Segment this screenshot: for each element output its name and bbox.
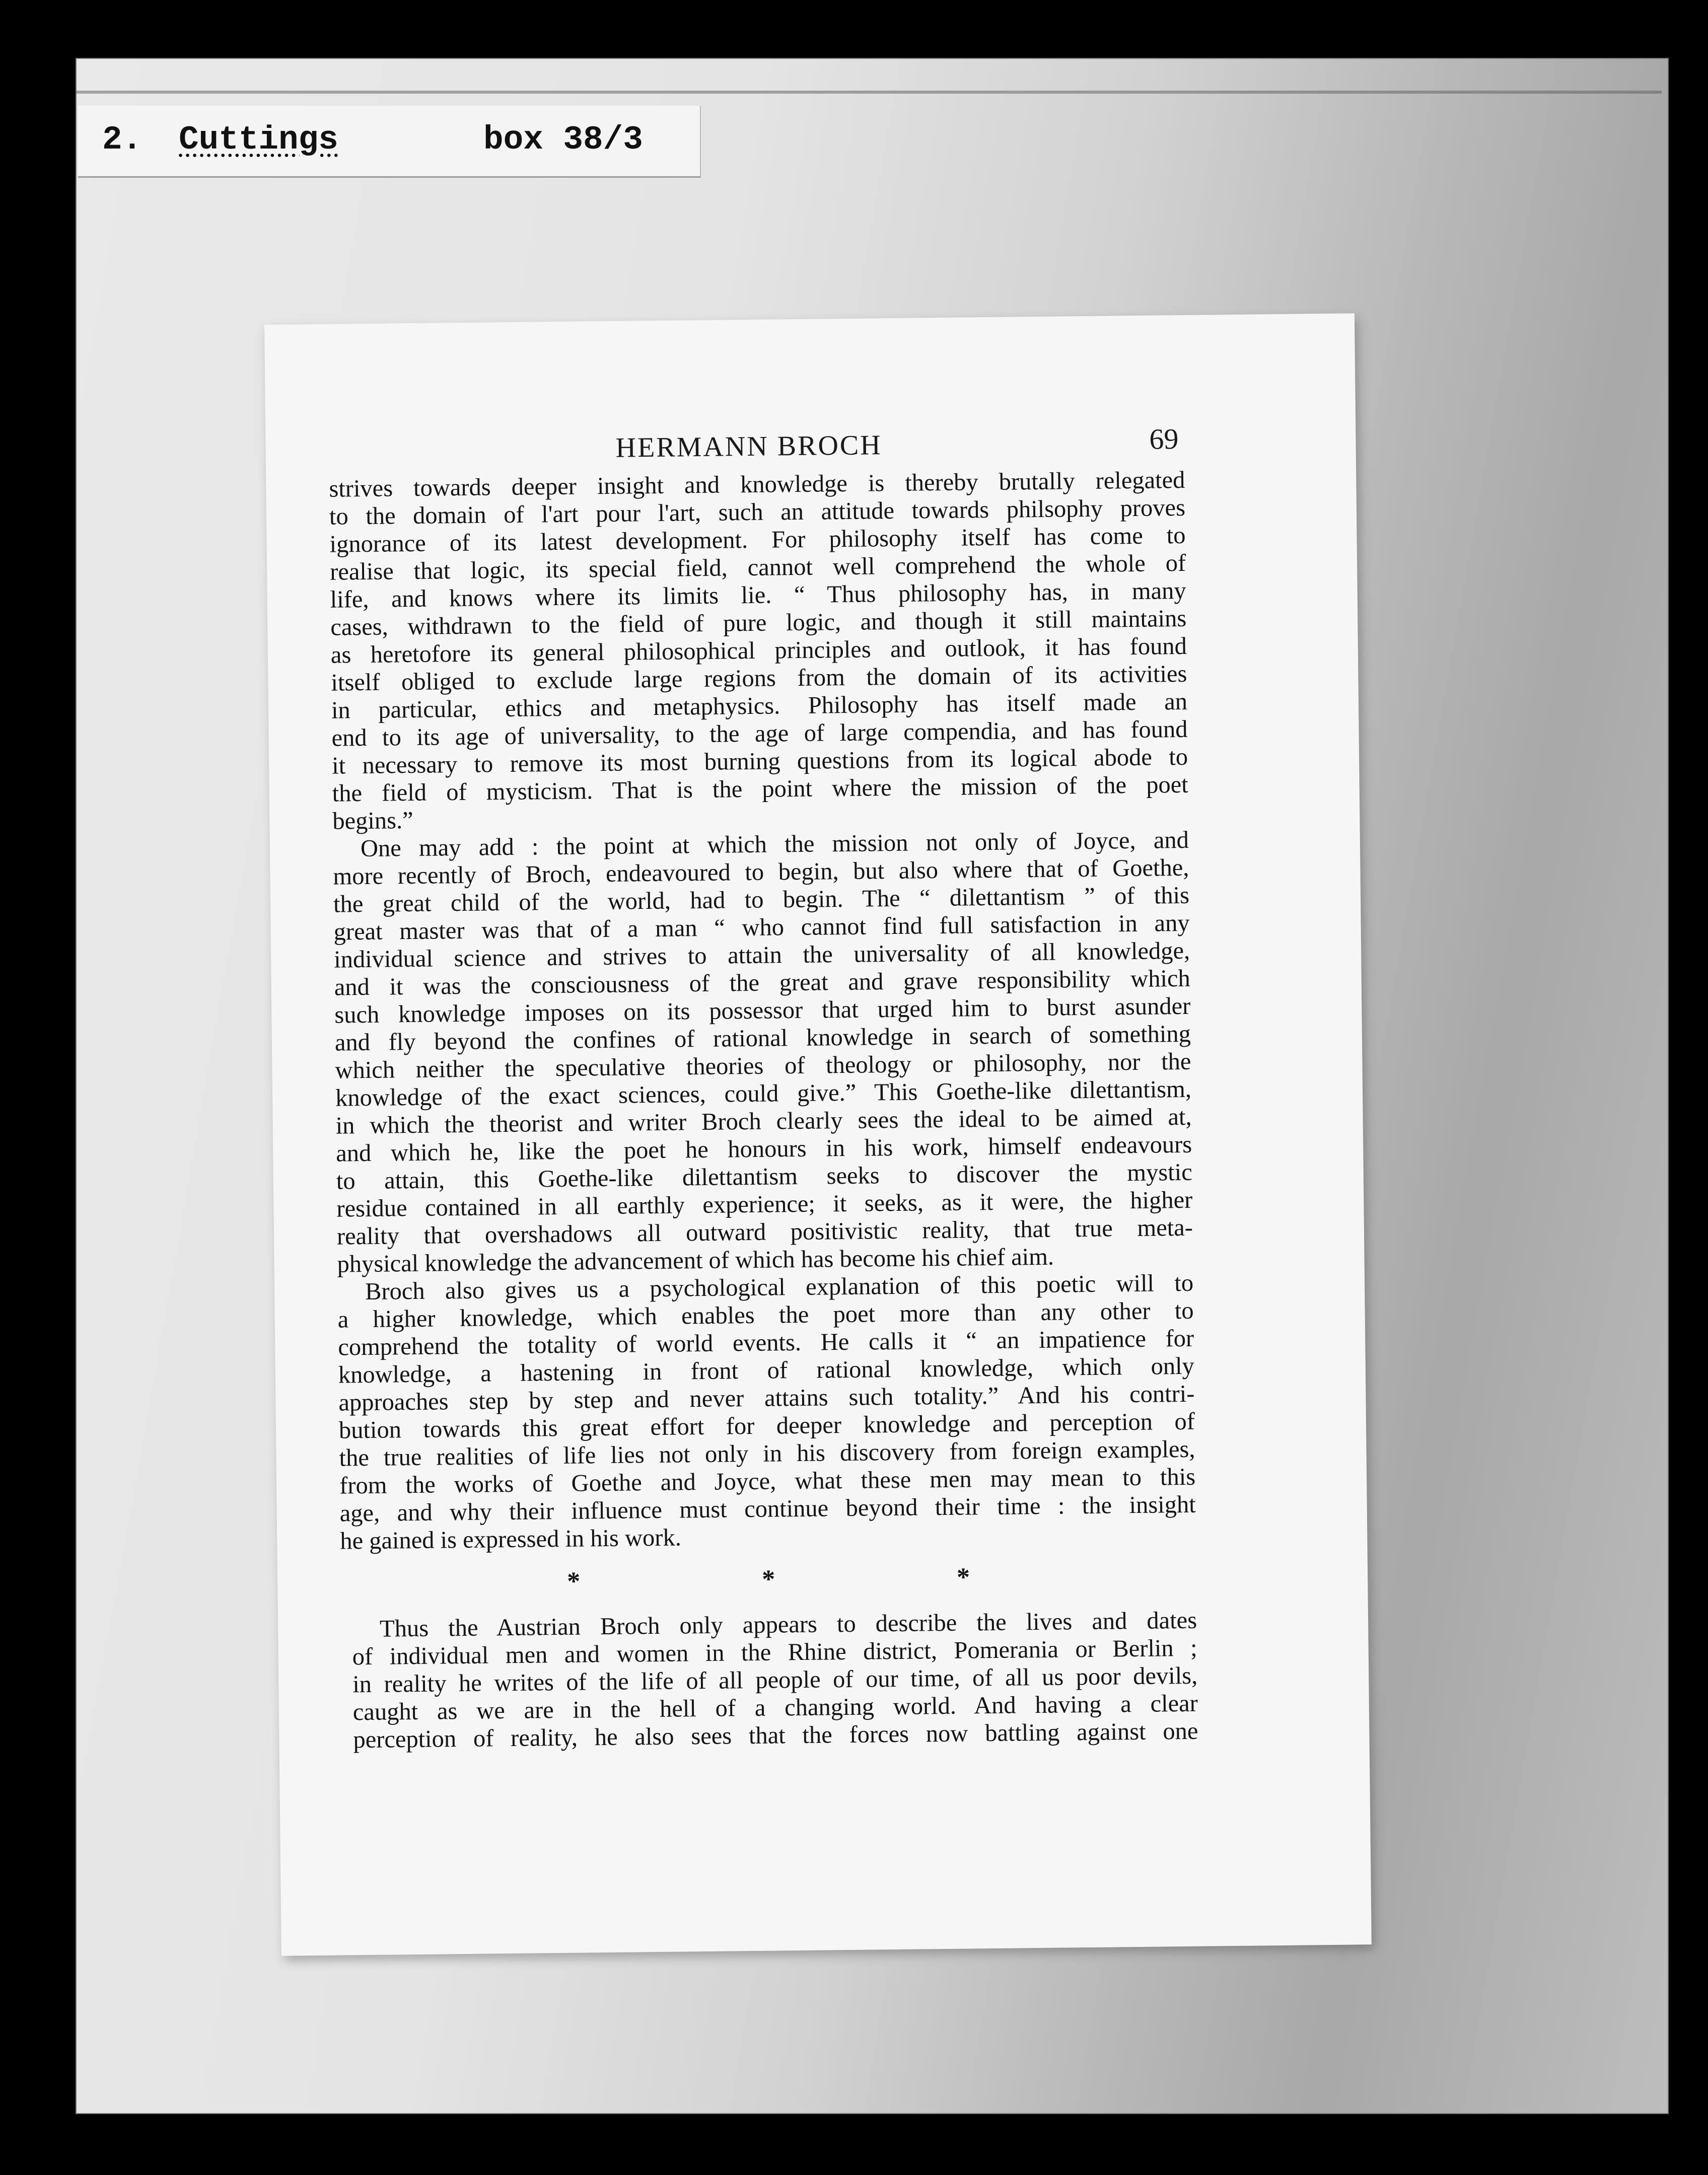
text-line: knowledge, a hastening in front of rational knowledge, which only — [338, 1352, 1195, 1389]
text-line: strives towards deeper insight and knowledge is thereby brutally relegated — [329, 466, 1185, 502]
text-line: cases, withdrawn to the field of pure logic, and though it still maintains — [330, 605, 1187, 641]
text-line: knowledge of the exact sciences, could give.” This Goethe-like dilettantism, — [335, 1075, 1192, 1112]
text-line: and it was the consciousness of the great and grave responsibility which — [334, 965, 1190, 1001]
text-line: individual science and strives to attain the universality of all knowledge, — [333, 937, 1190, 973]
text-line: in reality he writes of the life of all people of our time, of all us poor devils, — [352, 1662, 1198, 1698]
text-line: bution towards this great effort for deeper knowledge and perception of — [338, 1408, 1195, 1444]
page-number: 69 — [1149, 422, 1179, 456]
text-line: end to its age of universality, to the age of large compendia, and has found — [331, 715, 1188, 752]
page-header — [265, 424, 1356, 476]
text-line: a higher knowledge, which enables the poet more than any other to — [337, 1297, 1194, 1333]
text-line: in which the theorist and writer Broch clearly sees the ideal to be aimed at, — [335, 1103, 1192, 1139]
text-line: to attain, this Goethe-like dilettantism seeks to discover the mystic — [336, 1158, 1193, 1195]
body-text — [329, 466, 1198, 1754]
folder-edge — [76, 91, 1662, 94]
text-line: approaches step by step and never attains such totality.” And his contri- — [338, 1380, 1195, 1416]
text-line: such knowledge imposes on its possessor that urged him to burst asunder — [334, 992, 1191, 1029]
text-line: the true realities of life lies not only in his discovery from foreign examples, — [339, 1435, 1195, 1472]
label-box-reference: box 38/3 — [483, 121, 643, 159]
section-break-star: * — [956, 1562, 970, 1592]
text-line: perception of reality, he also sees that the forces now battling against one — [353, 1717, 1198, 1754]
text-line: residue contained in all earthly experience; it seeks, as it were, the higher — [336, 1186, 1193, 1222]
section-break-star: * — [761, 1565, 775, 1594]
text-line: to the domain of l'art pour l'art, such an attitude towards philsophy proves — [329, 494, 1186, 530]
text-line: reality that overshadows all outward positivistic reality, that true meta- — [336, 1214, 1193, 1250]
text-line: itself obliged to exclude large regions from the domain of its activities — [331, 660, 1187, 696]
book-page-clipping — [264, 313, 1372, 1955]
text-line: which neither the speculative theories of theology or philosophy, nor the — [335, 1048, 1191, 1084]
text-line: comprehend the totality of world events. He calls it “ an impatience for — [337, 1325, 1194, 1361]
archive-label — [78, 106, 701, 178]
text-line: he gained is expressed in his work. — [340, 1524, 682, 1555]
text-line: Thus the Austrian Broch only appears to describe the lives and dates — [379, 1607, 1197, 1642]
text-line: begins.” — [332, 807, 413, 835]
section-break — [567, 1554, 970, 1604]
section-break-star: * — [566, 1567, 581, 1596]
text-line: from the works of Goethe and Joyce, what these men may mean to this — [339, 1463, 1196, 1499]
text-line: life, and knows where its limits lie. “ Thus philosophy has, in many — [330, 577, 1186, 613]
text-line: the field of mysticism. That is the point where the mission of the poet — [332, 771, 1188, 807]
text-line: of individual men and women in the Rhine district, Pomerania or Berlin ; — [352, 1634, 1197, 1671]
label-title: Cuttings — [179, 121, 338, 159]
text-line: and fly beyond the confines of rational knowledge in search of something — [334, 1020, 1191, 1056]
text-line: ignorance of its latest development. For philosophy itself has come to — [329, 522, 1186, 558]
running-title: HERMANN BROCH — [615, 429, 882, 464]
text-line: it necessary to remove its most burning questions from its logical abode to — [331, 743, 1188, 779]
text-line: the great child of the world, had to begin. The “ dilettantism ” of this — [333, 882, 1190, 918]
text-line: great master was that of a man “ who cannot find full satisfaction in any — [333, 909, 1190, 946]
text-line: physical knowledge the advancement of which has become his chief aim. — [337, 1243, 1054, 1278]
text-line: as heretofore its general philosophical principles and outlook, it has found — [330, 632, 1187, 669]
text-line: Broch also gives us a psychological explanation of this poetic will to — [365, 1269, 1194, 1306]
text-line: and which he, like the poet he honours in his work, himself endeavours — [335, 1131, 1192, 1167]
text-line: in particular, ethics and metaphysics. Philosophy has itself made an — [331, 688, 1188, 724]
text-line: caught as we are in the hell of a changing world. And having a clear — [352, 1690, 1198, 1726]
text-line: age, and why their influence must continue beyond their time : the insight — [339, 1491, 1196, 1527]
text-line: realise that logic, its special field, cannot well comprehend the whole of — [329, 549, 1186, 586]
text-line: more recently of Broch, endeavoured to begin, but also where that of Goethe, — [333, 854, 1189, 890]
body-text-section-2 — [352, 1607, 1198, 1754]
text-line: One may add : the point at which the mission not only of Joyce, and — [360, 826, 1189, 862]
label-number: 2. — [102, 121, 143, 159]
